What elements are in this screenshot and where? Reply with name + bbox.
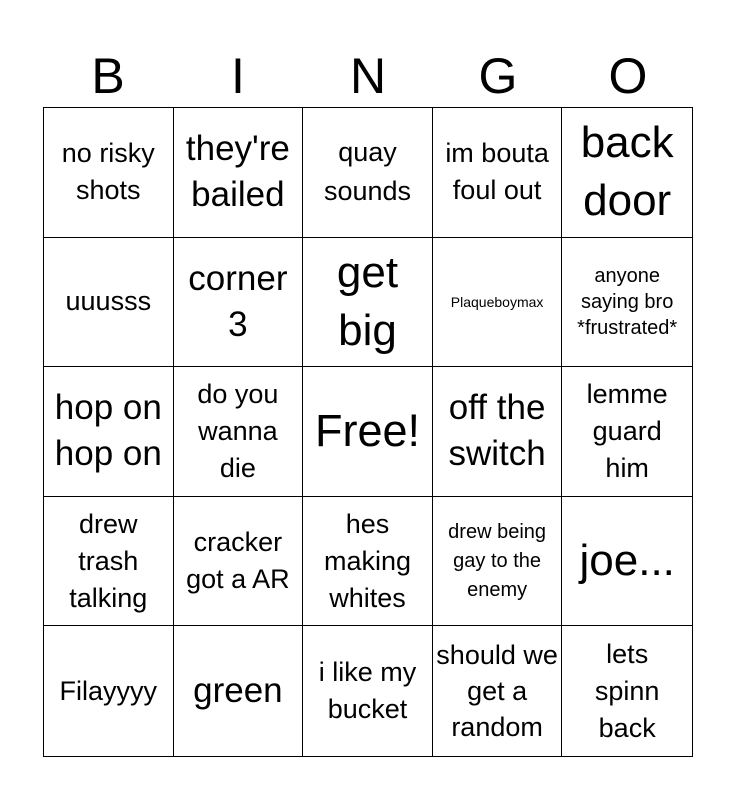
cell-text: drew trash talking xyxy=(69,508,148,613)
bingo-cell[interactable] xyxy=(174,626,304,756)
bingo-cell[interactable] xyxy=(174,238,304,368)
bingo-cell[interactable] xyxy=(44,497,174,627)
cell-text: Free! xyxy=(314,405,420,457)
cell-text: im bouta foul out xyxy=(445,138,549,206)
cell-text: Filayyyy xyxy=(59,675,158,706)
bingo-cell[interactable] xyxy=(562,367,692,497)
cell-text: Plaqueboymax xyxy=(450,293,544,310)
cell-text: anyone saying bro *frustrated* xyxy=(577,264,678,339)
bingo-cell[interactable] xyxy=(433,367,563,497)
cell-text: do you wanna die xyxy=(197,378,279,483)
bingo-cell[interactable] xyxy=(44,108,174,238)
bingo-cell[interactable] xyxy=(433,626,563,756)
bingo-cell[interactable] xyxy=(303,626,433,756)
bingo-cell[interactable] xyxy=(433,238,563,368)
bingo-cell[interactable] xyxy=(433,497,563,627)
bingo-header xyxy=(43,44,693,108)
cell-text: corner 3 xyxy=(188,258,288,344)
cell-text: no risky shots xyxy=(61,138,155,206)
bingo-cell[interactable] xyxy=(562,238,692,368)
cell-text: i like my bucket xyxy=(318,657,417,725)
bingo-cell[interactable] xyxy=(562,108,692,238)
header-letter-n: N xyxy=(349,48,387,104)
bingo-cell[interactable] xyxy=(303,497,433,627)
cell-text: they're bailed xyxy=(185,129,290,215)
header-letter-g: G xyxy=(478,48,518,104)
cell-text: hop on hop on xyxy=(54,388,162,474)
bingo-cell[interactable] xyxy=(303,238,433,368)
bingo-cell[interactable] xyxy=(174,497,304,627)
bingo-cell[interactable] xyxy=(303,108,433,238)
cell-text: hes making whites xyxy=(323,508,411,613)
bingo-cell[interactable] xyxy=(433,108,563,238)
bingo-cell[interactable] xyxy=(174,367,304,497)
header-letter-o: O xyxy=(608,48,648,104)
cell-text: cracker got a AR xyxy=(186,527,290,595)
bingo-cell[interactable] xyxy=(44,626,174,756)
bingo-cell[interactable] xyxy=(174,108,304,238)
header-letter-i: I xyxy=(231,48,245,104)
cell-text: should we get a random xyxy=(436,640,558,743)
bingo-cell[interactable] xyxy=(44,367,174,497)
cell-text: joe... xyxy=(579,536,675,586)
cell-text: lemme guard him xyxy=(586,378,668,483)
header-letter-b: B xyxy=(91,48,125,104)
free-space[interactable] xyxy=(303,367,433,497)
cell-text: green xyxy=(193,671,283,711)
cell-text: drew being gay to the enemy xyxy=(448,520,547,601)
cell-text: off the switch xyxy=(448,388,546,474)
bingo-cell[interactable] xyxy=(562,626,692,756)
cell-text: quay sounds xyxy=(323,137,412,207)
cell-text: get big xyxy=(336,247,399,355)
cell-text: back door xyxy=(580,118,674,226)
bingo-cell[interactable] xyxy=(562,497,692,627)
bingo-grid xyxy=(43,107,693,757)
cell-text: lets spinn back xyxy=(594,638,660,743)
bingo-cell[interactable] xyxy=(44,238,174,368)
cell-text: uuusss xyxy=(65,286,152,317)
